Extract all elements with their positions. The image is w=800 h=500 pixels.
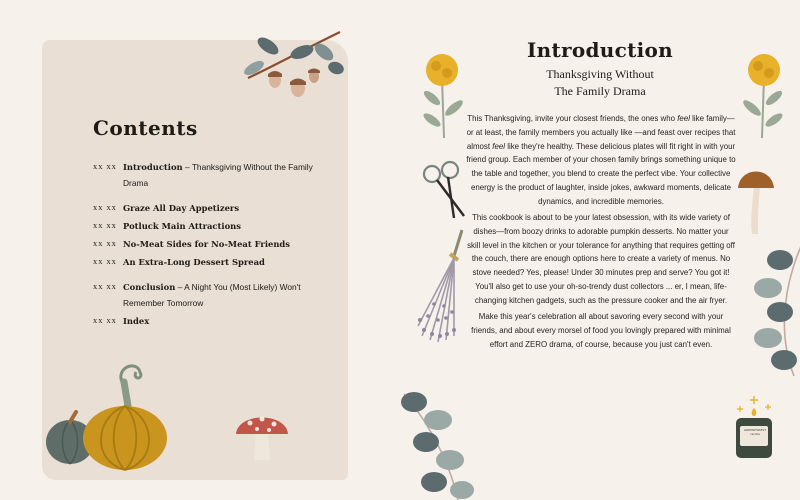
toc-entry-sides[interactable] — [93, 236, 333, 252]
toc-chapter-title: Index — [123, 316, 150, 326]
marigold-flower-left-illustration — [414, 50, 470, 140]
toc-chapter-subtitle: – A Night You (Most Likely) Won't Remember Tomorrow — [123, 282, 301, 308]
candle-label — [743, 428, 767, 436]
brown-mushroom-illustration — [736, 166, 776, 236]
toc-entry-appetizers[interactable] — [93, 200, 333, 216]
lavender-bundle-illustration — [414, 226, 474, 346]
toc-page-number: xx xx — [93, 162, 117, 171]
marigold-flower-right-illustration — [736, 50, 792, 140]
candle-label-brand: GREENFOREST — [743, 428, 767, 432]
mushroom-illustration — [232, 408, 292, 464]
introduction-title: Introduction — [526, 38, 674, 62]
toc-entry-index[interactable] — [93, 313, 333, 329]
toc-chapter-title: Potluck Main Attractions — [123, 221, 241, 231]
contents-title: Contents — [93, 116, 198, 140]
toc-chapter-title: Introduction — [123, 162, 183, 172]
acorn-branch-illustration — [240, 28, 350, 108]
toc-chapter-title: Conclusion — [123, 282, 176, 292]
introduction-subtitle-line1: Thanksgiving Without — [546, 67, 654, 81]
toc-chapter-title: No-Meat Sides for No-Meat Friends — [123, 239, 290, 249]
candle-label-word: candle — [750, 432, 760, 436]
introduction-page — [400, 0, 800, 500]
toc-page-number: xx xx — [93, 316, 117, 325]
eucalyptus-bottom-left-illustration — [400, 384, 480, 500]
toc-page-number: xx xx — [93, 282, 117, 291]
toc-entry-main-attractions[interactable] — [93, 218, 333, 234]
toc-page-number: xx xx — [93, 257, 117, 266]
introduction-paragraph-3: Make this year's celebration all about savoring every second with your friends, and about every morsel of food you lovingly prepared with minimal effort and ZERO drama, of course, because you just can't even. — [471, 311, 731, 349]
toc-chapter-title: Graze All Day Appetizers — [123, 203, 240, 213]
toc-page-number: xx xx — [93, 239, 117, 248]
toc-entry-introduction[interactable] — [93, 159, 333, 191]
eucalyptus-right-illustration — [746, 240, 800, 380]
pumpkins-illustration — [40, 350, 180, 470]
introduction-paragraph-2: This cookbook is about to be your latest obsession, with its wide variety of dishes—from boozy drinks to adorable pumpkin desserts. No matter your skill level in the kitchen or your tolerance for anything that requires getting off the couch, there are enough options here to create a variety of menus. No stove needed? Yes, please! Under 30 minutes prep and serve? You got it! You'll also get to use your oh-so-trendy dust collectors ... er, I mean, life-changing kitchen gadgets, such as the pressure cooker and the air fryer. — [467, 212, 735, 305]
toc-chapter-title: An Extra-Long Dessert Spread — [123, 257, 265, 267]
introduction-subtitle-line2: The Family Drama — [554, 84, 646, 98]
scissors-illustration — [420, 162, 470, 222]
toc-entry-desserts[interactable] — [93, 254, 333, 270]
toc-entry-conclusion[interactable] — [93, 279, 333, 311]
table-of-contents — [93, 159, 333, 329]
toc-page-number: xx xx — [93, 203, 117, 212]
introduction-subtitle — [520, 66, 680, 100]
introduction-paragraph-1: This Thanksgiving, invite your closest friends, the ones who feel like family—or at least, the family members you actually like —and feast over recipes that almost feel like they're healthy. These delicious plates will fit right in with your friend group. Each member of your chosen family brings something unique to the table and together, you blend to create the perfect vibe. Your collective energy is the product of laughter, inside jokes, awkward moments, delicate dynamics, and incredible memories. — [466, 114, 736, 206]
toc-chapter-subtitle: – Thanksgiving Without the Family Drama — [123, 162, 313, 188]
introduction-body — [466, 112, 736, 354]
candle-jar-illustration — [726, 392, 782, 460]
toc-page-number: xx xx — [93, 221, 117, 230]
